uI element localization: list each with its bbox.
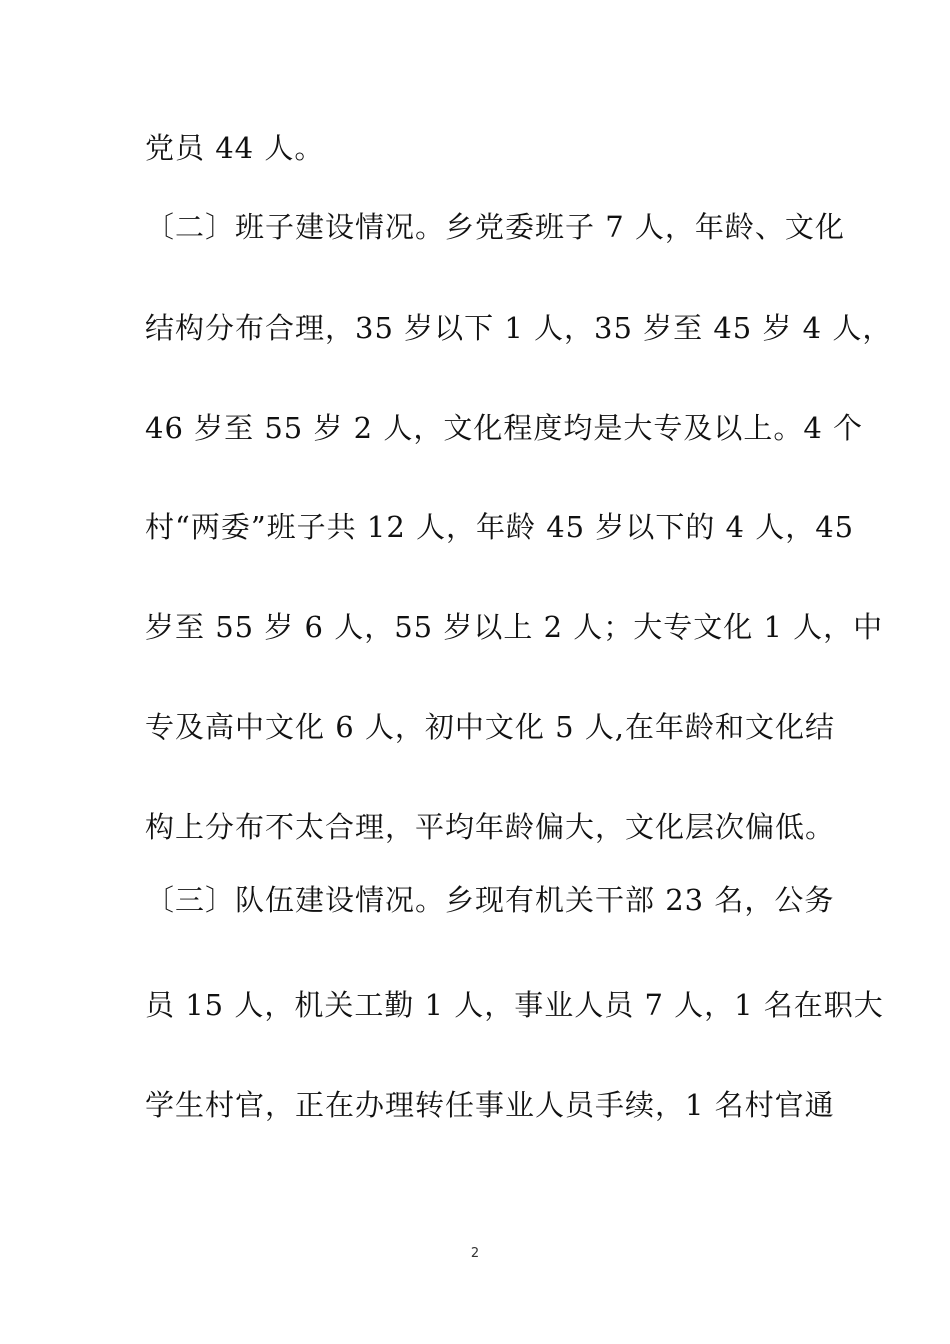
text-line-2: 〔二〕班子建设情况。乡党委班子 7 人，年龄、文化: [145, 210, 845, 244]
text-line-10: 员 15 人，机关工勤 1 人，事业人员 7 人，1 名在职大: [145, 988, 884, 1022]
text-line-6: 岁至 55 岁 6 人，55 岁以上 2 人；大专文化 1 人，中: [145, 610, 884, 644]
text-line-9: 〔三〕队伍建设情况。乡现有机关干部 23 名，公务: [145, 883, 835, 917]
text-line-3: 结构分布合理，35 岁以下 1 人，35 岁至 45 岁 4 人，: [145, 311, 893, 345]
page-number: 2: [470, 1246, 480, 1261]
text-line-5: 村“两委”班子共 12 人，年龄 45 岁以下的 4 人，45: [145, 510, 855, 544]
text-line-4: 46 岁至 55 岁 2 人，文化程度均是大专及以上。4 个: [145, 411, 864, 445]
text-line-8: 构上分布不太合理，平均年龄偏大，文化层次偏低。: [145, 810, 836, 844]
text-line-7: 专及高中文化 6 人，初中文化 5 人,在年龄和文化结: [145, 710, 835, 744]
text-line-1: 党员 44 人。: [145, 131, 325, 165]
text-line-11: 学生村官，正在办理转任事业人员手续，1 名村官通: [145, 1088, 835, 1122]
